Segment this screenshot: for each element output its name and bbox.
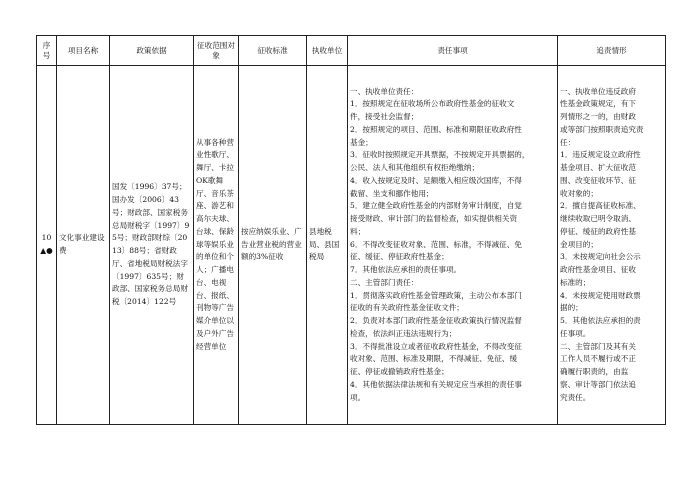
accountability-line: 究责任。 (560, 392, 591, 402)
duty-line: 3．不得批准设立或者征收政府性基金，不得改变征 (350, 341, 522, 351)
accountability-line: 围、改变征收环节、征 (560, 175, 636, 185)
header-collection-scope: 征收范围对象 (194, 36, 239, 66)
header-seq: 序号 (37, 36, 57, 66)
accountability-line: 或等部门按照职责追究责 (560, 124, 644, 134)
duty-line: 收对象、范围、标准及期限，不得减征、免征、缓 (350, 354, 518, 364)
accountability-line: 4．未按规定使用财政票 (560, 290, 641, 300)
duty-line: 征收的有关政府性基金征收文件； (350, 303, 464, 313)
duty-line: 4．收入按规定及时、足额缴入相应级次国库，不得 (350, 175, 522, 185)
duty-line: 一、执收单位责任： (350, 86, 419, 96)
duty-line: 2．负责对本部门政府性基金征收政策执行情况监督 (350, 316, 522, 326)
cell-project-name: 文化事业建设费 (57, 66, 110, 425)
duty-line: 5．建立健全政府性基金的内部财务审计制度，自觉 (350, 201, 522, 211)
cell-collecting-unit: 县地税局、县国税局 (307, 66, 348, 425)
duty-line: 公民、法人和其他组织有权拒绝缴纳； (350, 163, 480, 173)
accountability-line: 基金项目、扩大征收范 (560, 163, 636, 173)
duty-line: 7．其他依法应承担的责任事项。 (350, 265, 462, 275)
duty-line: 接受财政、审计部门的监督检查，如实提供相关资 (350, 214, 518, 224)
header-policy-basis: 政策依据 (110, 36, 194, 66)
duty-line: 1．按照规定在征收场所公布政府性基金的征收文 (350, 99, 515, 109)
accountability-line: 收对象的； (560, 188, 598, 198)
accountability-line: 3．未按规定向社会公示 (560, 252, 641, 262)
accountability-line: 停征、缓征的政府性基 (560, 226, 636, 236)
duty-line: 二、主管部门责任： (350, 277, 419, 287)
duty-line: 3．征收时按照规定开具票据，不按规定开具票据的， (350, 150, 530, 160)
cell-collection-scope: 从事各种营业性歌厅、舞厅、卡拉OK歌舞厅、音乐茶座、游艺和高尔夫球、台球、保龄球等娱乐业的单位和个人；广播电台、电视台、报纸、刊物等广告媒介单位以及户外广告经营单位 (194, 66, 239, 425)
duty-line: 料； (350, 226, 366, 236)
accountability-line: 察、审计等部门依法追 (560, 379, 636, 389)
cell-responsibilities (348, 66, 558, 425)
accountability-line: 任： (560, 137, 576, 147)
duty-line: 1．贯彻落实政府性基金管理政策，主动公布本部门 (350, 290, 522, 300)
cell-collection-standard: 按应纳娱乐业、广告业营业税的营业额的3%征收 (239, 66, 307, 425)
policy-table (36, 35, 666, 425)
header-accountability: 追责情形 (558, 36, 666, 66)
accountability-line: 任事项。 (560, 328, 591, 338)
duty-line: 2．按照规定的项目、范围、标准和期限征收政府性 (350, 124, 522, 134)
duty-line: 截留、坐支和挪作他用； (350, 188, 434, 198)
duty-line: 项。 (350, 392, 366, 402)
header-collecting-unit: 执收单位 (307, 36, 348, 66)
accountability-line: 1．违反规定设立政府性 (560, 150, 641, 160)
duty-line: 征、停征或撤销政府性基金； (350, 367, 449, 377)
cell-accountability (558, 66, 666, 425)
cell-policy-basis: 国发〔1996〕37号；国办发〔2006〕43号；财政部、国家税务总局财税字〔1997〕95号；财政部财综〔2013〕88号；省财政厅、省地税局财税法字〔1997〕635号；财政部、国家税务总局财税〔2014〕122号 (110, 66, 194, 425)
accountability-line: 二、主管部门及其有关 (560, 341, 636, 351)
accountability-line: 5．其他依法应承担的责 (560, 316, 641, 326)
duty-line: 基金； (350, 137, 373, 147)
duty-line: 6．不得改变征收对象、范围、标准，不得减征、免 (350, 239, 522, 249)
accountability-line: 确履行职责的，由监 (560, 367, 629, 377)
cell-seq: 10▲● (37, 66, 57, 425)
accountability-line: 2．擅自提高征收标准、 (560, 201, 641, 211)
accountability-line: 金项目的； (560, 239, 598, 249)
table-row (37, 66, 666, 425)
accountability-line: 标准的； (560, 277, 591, 287)
header-project-name: 项目名称 (57, 36, 110, 66)
header-collection-standard: 征收标准 (239, 36, 307, 66)
accountability-line: 据的； (560, 303, 583, 313)
accountability-line: 继续收取已明令取消、 (560, 214, 636, 224)
duty-line: 4．其他依据法律法规和有关规定应当承担的责任事 (350, 379, 522, 389)
accountability-line: 性基金政策规定，有下 (560, 99, 636, 109)
accountability-line: 一、执收单位违反政府 (560, 86, 636, 96)
duty-line: 检查，依法纠正违法违规行为； (350, 328, 457, 338)
header-responsibilities: 责任事项 (348, 36, 558, 66)
header-row (37, 36, 666, 66)
accountability-line: 列情形之一的，由财政 (560, 112, 636, 122)
duty-line: 征、缓征、停征政府性基金； (350, 252, 449, 262)
accountability-line: 工作人员不履行或不正 (560, 354, 636, 364)
accountability-line: 政府性基金项目、征收 (560, 265, 636, 275)
duty-line: 件，接受社会监督； (350, 112, 419, 122)
